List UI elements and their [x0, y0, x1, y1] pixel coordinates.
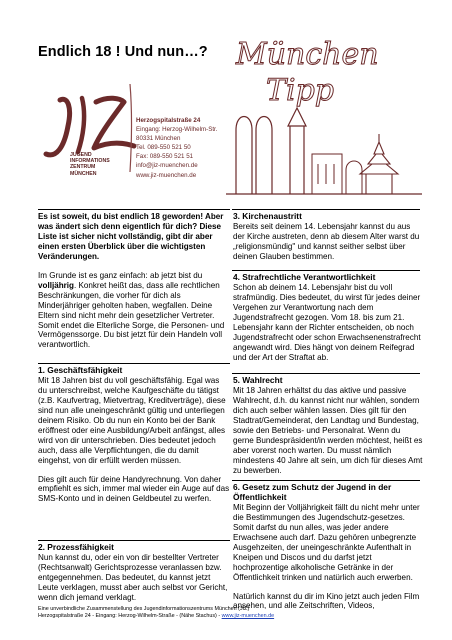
section-title: 3. Kirchenaustritt [233, 211, 302, 221]
section-paragraph: Nun kannst du, oder ein von dir bestellter Vertreter (Rechtsanwalt) Gerichtsprozesse veranlassen bzw. entgegennehmen. Das bedeutet, du kannst jetzt Leute verklagen, musst aber auch selbst vor Gericht, wenn dich jemand verklagt. [38, 552, 228, 602]
address-fax: Fax: 089-550 521 51 [136, 153, 194, 161]
section-paragraph: Mit 18 Jahren erhältst du das aktive und passive Wahlrecht, d.h. du kannst nicht nur wählen, sondern dich auch selber wählen lassen. Dies gilt für den Stadtrat/Gemeinderat, den Landtag und Bundestag, sowie den Betriebs- und Personalrat. Wenn du gerne Bundespräsident/in werden möchtest, heißt es aber vorerst noch warten. Du musst nämlich mindestens 40 Jahre alt sein, um dich für dieses Amt zu bewerben. [233, 385, 423, 475]
section-title: 2. Prozessfähigkeit [38, 542, 114, 552]
footer-line: Eine unverbindliche Zusammenstellung des Jugendinformationszentrums München (JIZ) [38, 606, 250, 612]
section-paragraph: Schon ab deinem 14. Lebensjahr bist du voll strafmündig. Dies bedeutet, du wirst für jedes deiner Vergehen zur Verantwortung nach dem Jugendstrafrecht gezogen. Vom 18. bis zum 21. Lebensjahr kann der Richter entscheiden, ob noch Jugendstrafrecht oder schon Erwachsenenstrafrecht angewandt wird. Dies hängt von deinem Reifegrad und der Art der Straftat ab. [233, 282, 421, 362]
footer-line [38, 613, 274, 620]
intro-text-end: . Konkret heißt das, dass alle rechtlichen Beschränkungen, die vorher für dich als Minderjähriger geholten haben, wegfallen. Deine Eltern sind nicht mehr dein gesetzlicher Vertreter. Somit endet die Elterliche Sorge, die Personen- und Vermögenssorge. Du bist jetzt für dein Handeln voll verantwortlich. [38, 280, 225, 350]
divider [232, 373, 420, 374]
page-title: Endlich 18 ! Und nun…? [38, 44, 208, 60]
intro-paragraph [38, 271, 230, 351]
contact-address [136, 116, 218, 180]
address-phone: Tel. 089-550 521 50 [136, 144, 191, 152]
section-title: 1. Geschäftsfähigkeit [38, 365, 123, 375]
divider [38, 363, 230, 364]
logo-word: ZENTRUM [70, 164, 96, 171]
muenchen-tipp-illustration [226, 30, 422, 202]
intro-text-start: Im Grunde ist es ganz einfach: ab jetzt bist du [38, 270, 203, 280]
section-title: 6. Gesetz zum Schutz der Jugend in der Öffentlichkeit [233, 482, 392, 502]
section-title: 4. Strafrechtliche Verantwortlichkeit [233, 272, 376, 282]
address-entrance: Eingang: Herzog-Wilhelm-Str. [136, 126, 218, 134]
logo-word: JUGEND [70, 152, 92, 158]
logo-word: MÜNCHEN [70, 170, 97, 177]
divider [38, 209, 230, 210]
muenchen-skyline-graphic [226, 30, 422, 202]
section-paragraph: Natürlich kannst du dir im Kino jetzt auch jeden Film ansehen, und alle Zeitschriften, Videos, [233, 591, 420, 611]
tipp-heading-line2: Tipp [266, 73, 335, 108]
logo-words [70, 152, 110, 177]
address-website[interactable]: www.jiz-muenchen.de [136, 171, 197, 179]
footer-website-link[interactable]: www.jiz-muenchen.de [221, 613, 275, 619]
logo-word: INFORMATIONS [70, 158, 110, 165]
address-street: Herzogspitalstraße 24 [136, 117, 201, 124]
section-prozessfaehigkeit [38, 543, 230, 603]
section-geschaeftsfaehigkeit [38, 366, 230, 504]
address-email[interactable]: info@jiz-muenchen.de [136, 162, 198, 170]
section-title: 5. Wahlrecht [233, 375, 283, 385]
divider [38, 540, 230, 541]
footer-address: Herzogspitalstraße 24 - Eingang: Herzog-Wilhelm-Straße - (Nähe Stachus) - [38, 613, 222, 619]
tipp-heading-line1: München [236, 37, 379, 72]
left-column [38, 212, 230, 350]
section-paragraph: Mit 18 Jahren bist du voll geschäftsfähig. Egal was du unterschreibst, welche Kaufgeschäfte du tätigst (z.B. Kaufvertrag, Mietvertrag, Kreditverträge), diese sind nun alle uneingeschränkt gültig und unterliegen deinem Risiko. Ob du nun ein Konto bei der Bank eröffnest oder eine Ausbildung/Arbeit anfängst, alles wird von dir unterschrieben. Dies bedeutet jedoch auch, dass alle Verpflichtungen, die du damit eingehst, von dir erfüllt werden müssen. [38, 375, 226, 465]
divider [232, 209, 420, 210]
address-city: 80331 München [136, 135, 181, 143]
section-kirchenaustritt [233, 212, 423, 262]
section-jugendschutz [233, 483, 423, 611]
section-paragraph: Dies gilt auch für deine Handyrechnung. Von daher empfiehlt es sich, immer mal wieder ein Auge auf das SMS-Konto und in deinen Geldbeutel zu werfen. [38, 474, 230, 504]
divider [232, 480, 420, 481]
intro-keyword: volljährig [38, 280, 74, 290]
section-wahlrecht [233, 376, 423, 476]
section-paragraph: Bereits seit deinem 14. Lebensjahr kannst du aus der Kirche austreten, denn ab diesem Alter warst du „religionsmündig" und kannst seither selbst über deinen Glauben bestimmen. [233, 221, 420, 261]
section-paragraph: Mit Beginn der Volljährigkeit fällt du nicht mehr unter die Bestimmungen des Jugendschutz-gesetzes. Somit darfst du nun alles, was jeder andere Erwachsene auch darf. Dazu gehören unbegrenzte Ausgehzeiten, der uneingeschränkte Aufenthalt in Kneipen und Discos und du darfst jetzt hochprozentige alkoholische Getränke in der Öffentlichkeit trinken und natürlich auch erwerben. [233, 502, 420, 582]
intro-lead: Es ist soweit, du bist endlich 18 geworden! Aber was ändert sich denn eigentlich für dich? Diese Liste ist sicher nicht vollständig, gibt dir aber einen ersten Überblick über die wichtigsten Veränderungen. [38, 212, 224, 261]
section-strafrecht [233, 273, 423, 363]
divider [232, 270, 420, 271]
page-footer [38, 606, 274, 620]
